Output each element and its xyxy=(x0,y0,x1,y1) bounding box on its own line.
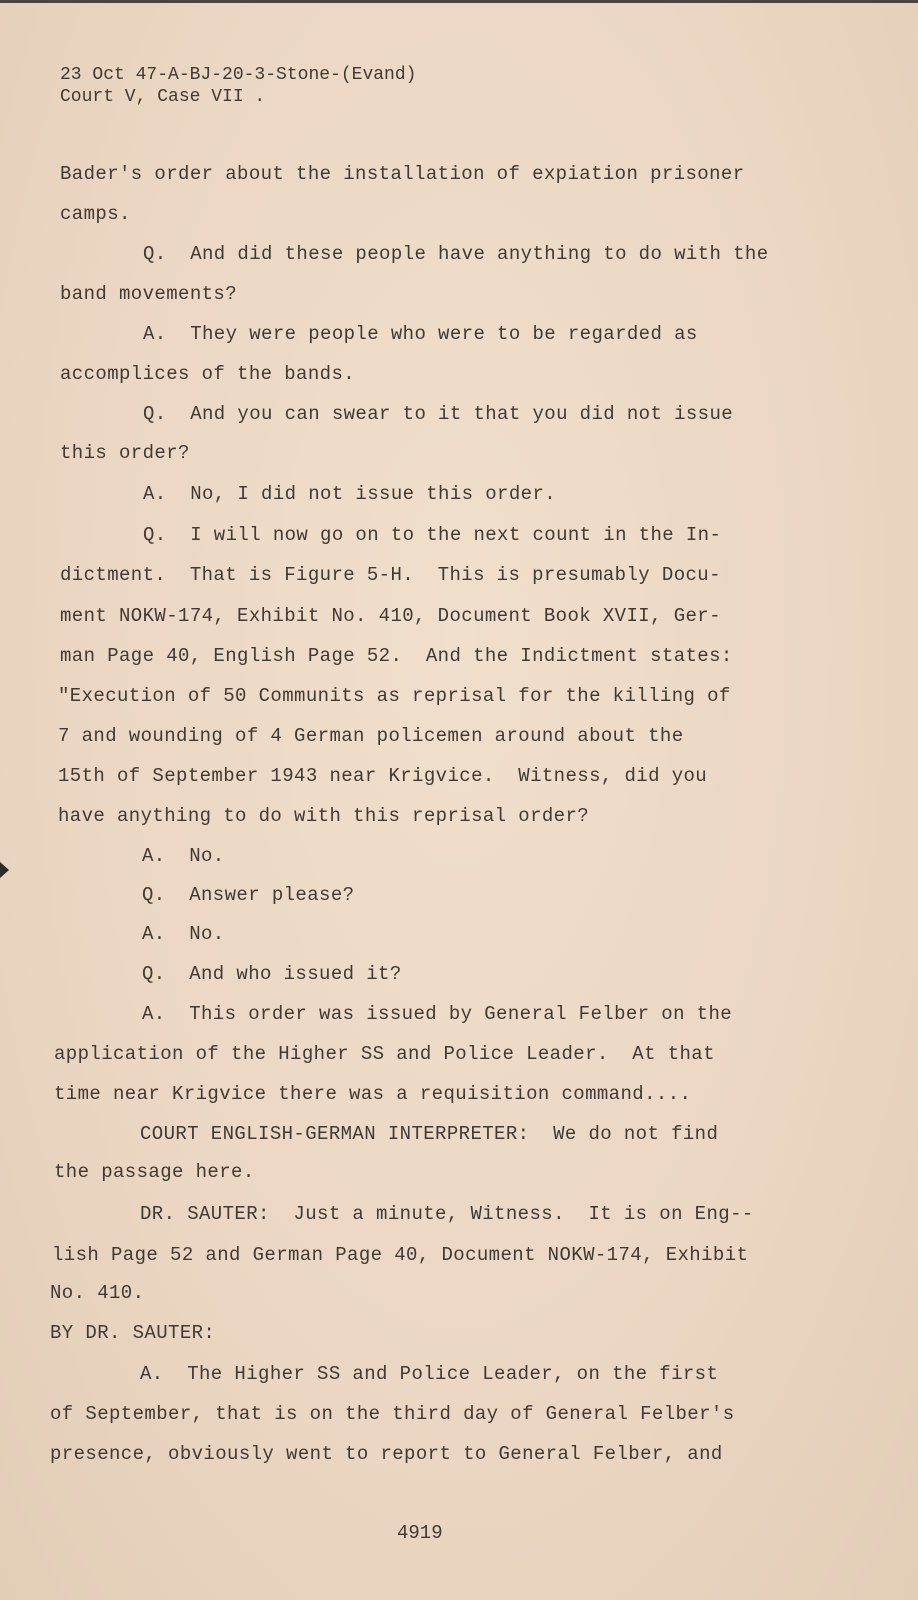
text-line: accomplices of the bands. xyxy=(60,363,356,385)
page-top-edge xyxy=(0,0,918,3)
text-line: DR. SAUTER: Just a minute, Witness. It is on Eng-- xyxy=(140,1203,754,1225)
header-reference-line: 23 Oct 47-A-BJ-20-3-Stone-(Evand) xyxy=(60,65,417,85)
text-line: A. The Higher SS and Police Leader, on the first xyxy=(140,1363,719,1385)
text-line: this order? xyxy=(60,442,190,464)
page-number: 4919 xyxy=(397,1522,443,1544)
text-line: ment NOKW-174, Exhibit No. 410, Document Book XVII, Ger- xyxy=(60,605,721,627)
text-line: A. No. xyxy=(142,845,225,867)
text-line: Q. And you can swear to it that you did not issue xyxy=(143,403,734,425)
text-line: 7 and wounding of 4 German policemen around about the xyxy=(58,725,684,747)
text-line: A. No. xyxy=(142,923,225,945)
text-line: band movements? xyxy=(60,283,238,305)
text-line: have anything to do with this reprisal order? xyxy=(58,805,590,827)
text-line: application of the Higher SS and Police Leader. At that xyxy=(54,1043,715,1065)
text-line: Q. Answer please? xyxy=(142,884,355,906)
text-line: time near Krigvice there was a requisition command.... xyxy=(54,1083,692,1105)
text-line: COURT ENGLISH-GERMAN INTERPRETER: We do not find xyxy=(140,1123,719,1145)
text-line: man Page 40, English Page 52. And the Indictment states: xyxy=(60,645,733,667)
text-line: Q. I will now go on to the next count in the In- xyxy=(143,524,722,546)
text-line: of September, that is on the third day of General Felber's xyxy=(50,1403,735,1425)
text-line: A. They were people who were to be regarded as xyxy=(143,323,698,345)
text-line: A. No, I did not issue this order. xyxy=(143,483,557,505)
text-line: Q. And who issued it? xyxy=(142,963,402,985)
binding-mark xyxy=(0,862,9,878)
document-header xyxy=(60,64,416,108)
text-line: dictment. That is Figure 5-H. This is presumably Docu- xyxy=(60,564,721,586)
text-line: 15th of September 1943 near Krigvice. Witness, did you xyxy=(58,765,708,787)
text-line: No. 410. xyxy=(50,1282,145,1304)
text-line: camps. xyxy=(60,203,131,225)
text-line: Q. And did these people have anything to do with the xyxy=(143,243,769,265)
text-line: the passage here. xyxy=(54,1161,255,1183)
text-line: presence, obviously went to report to General Felber, and xyxy=(50,1443,723,1465)
text-line: "Execution of 50 Communits as reprisal for the killing of xyxy=(58,685,731,707)
text-line: Bader's order about the installation of expiation prisoner xyxy=(60,163,745,185)
text-line: BY DR. SAUTER: xyxy=(50,1322,216,1344)
text-line: lish Page 52 and German Page 40, Document NOKW-174, Exhibit xyxy=(52,1244,749,1266)
header-court-line: Court V, Case VII . xyxy=(60,87,266,107)
text-line: A. This order was issued by General Felber on the xyxy=(142,1003,733,1025)
